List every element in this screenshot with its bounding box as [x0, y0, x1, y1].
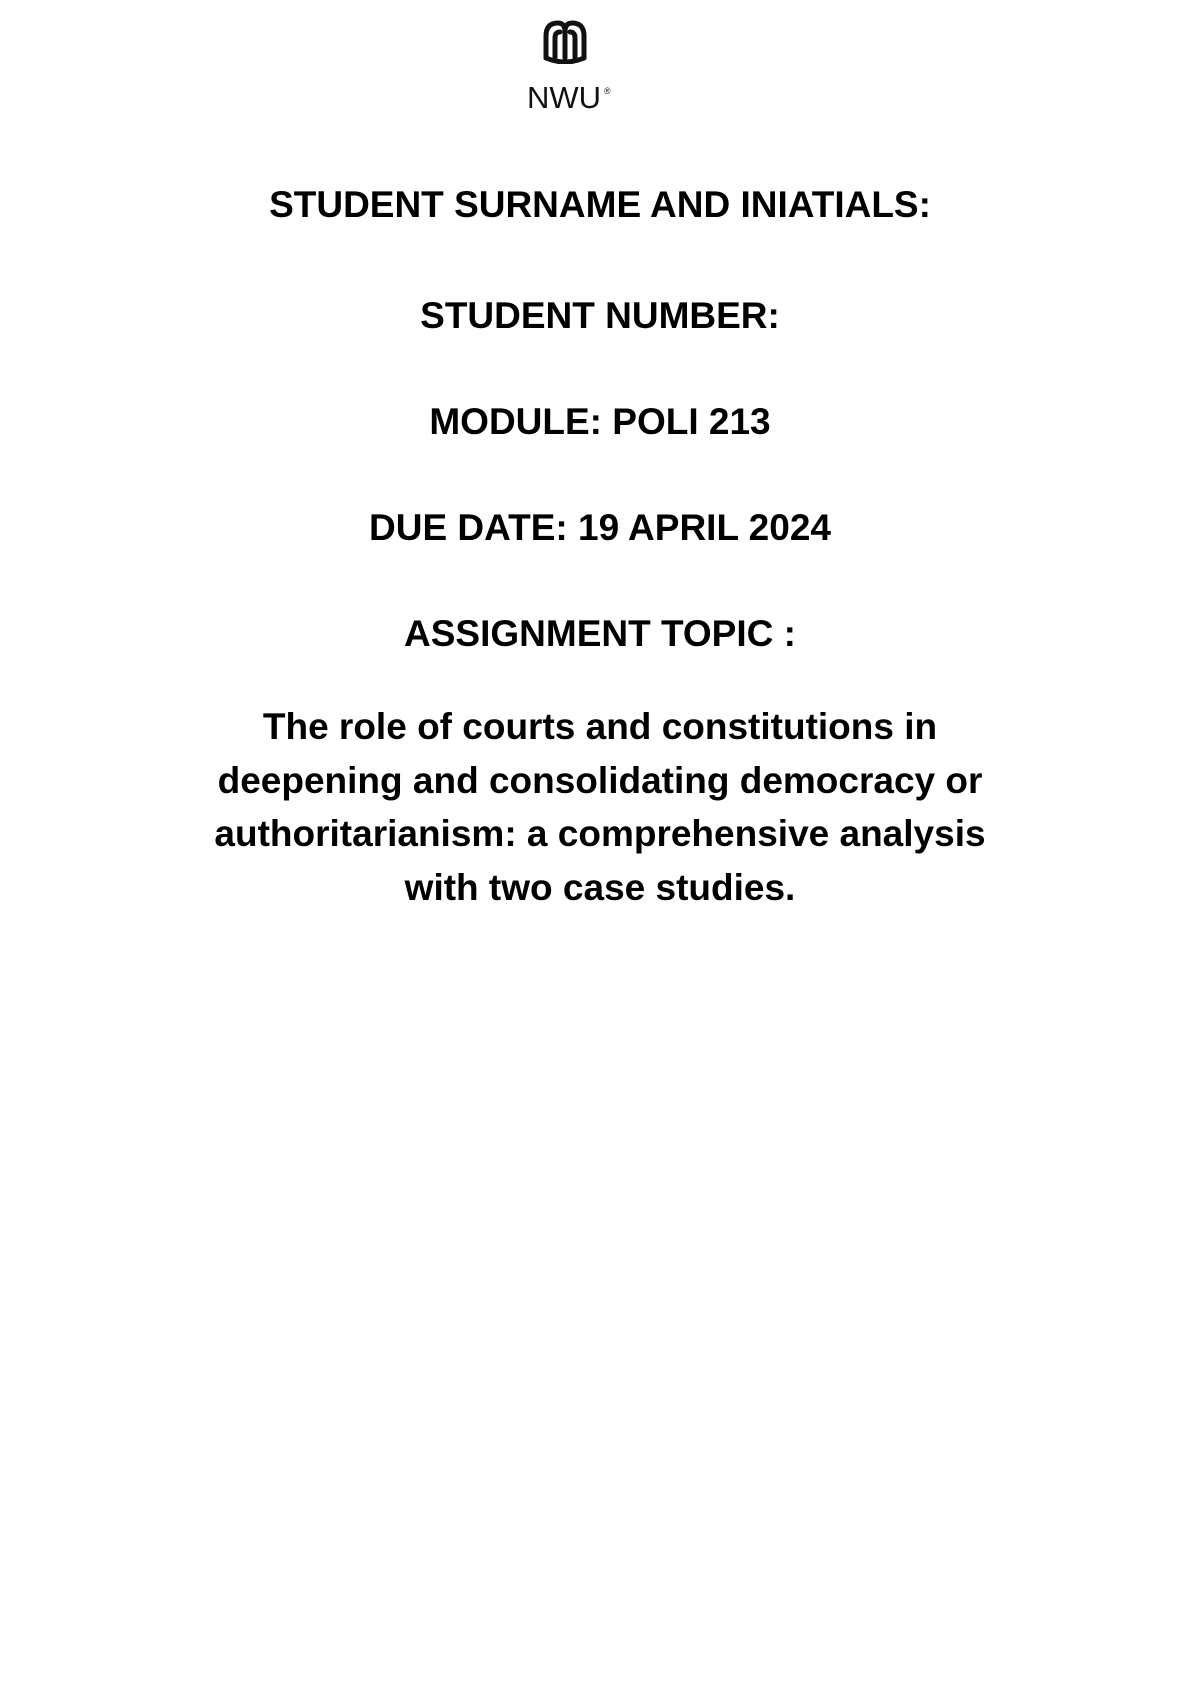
logo-wordmark — [527, 80, 611, 116]
topic-line: The role of courts and constitutions in — [262, 706, 938, 747]
logo-text: NWU — [527, 80, 602, 115]
university-logo — [500, 18, 650, 118]
student-number-label: STUDENT NUMBER: — [420, 295, 780, 336]
module-line: MODULE: POLI 213 — [429, 401, 771, 442]
registered-mark: ® — [604, 86, 611, 96]
student-name-label: STUDENT SURNAME AND INIATIALS: — [269, 184, 931, 225]
assignment-topic-heading: ASSIGNMENT TOPIC : — [404, 613, 796, 654]
topic-line: with two case studies. — [404, 866, 796, 908]
topic-line: authoritarianism: a comprehensive analysis — [214, 813, 986, 854]
due-date-line: DUE DATE: 19 APRIL 2024 — [369, 507, 831, 548]
topic-line: deepening and consolidating democracy or — [217, 759, 983, 801]
assignment-topic-text — [0, 700, 1200, 914]
nwu-emblem-icon — [540, 18, 590, 64]
